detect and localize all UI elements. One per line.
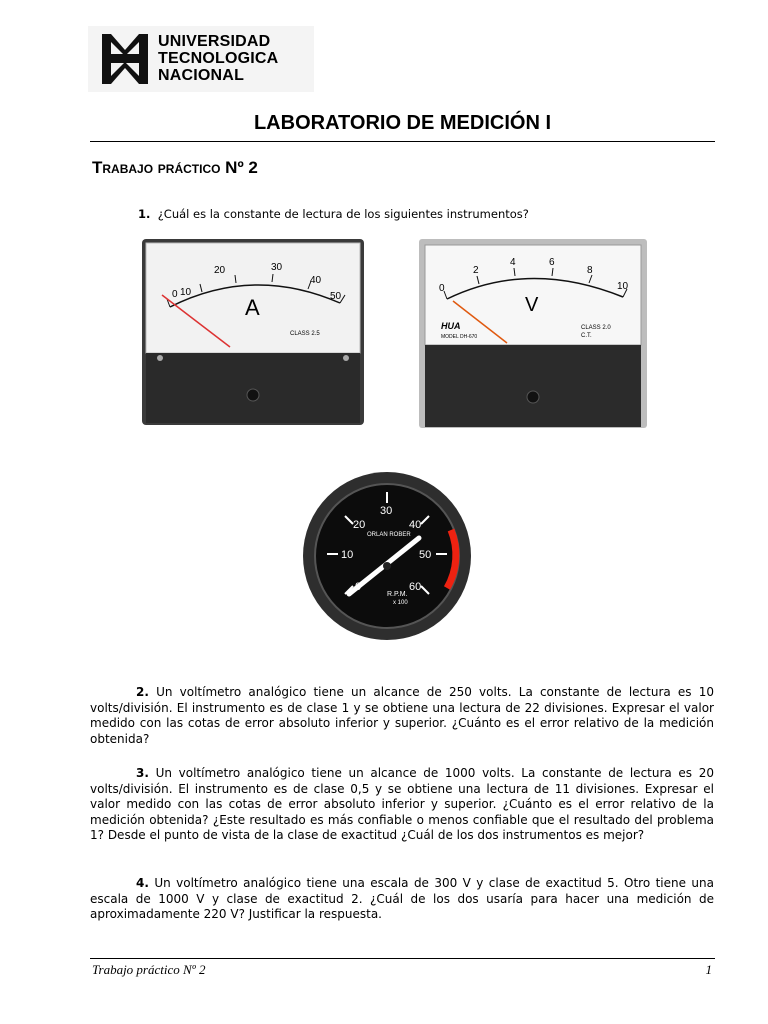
unit-label: A <box>245 295 260 320</box>
page-title: LABORATORIO DE MEDICIÓN I <box>253 112 552 134</box>
question-text: Un voltímetro analógico tiene un alcance de 250 volts. La constante de lectura es 10 volts/división. El instrumento es de clase 1 y se obtiene una lectura de 22 divisiones. Expresar el valor medido con las cotas de error absoluto inferior y superior. ¿Cuánto es el error relativo de la medición obtenida? <box>90 685 714 746</box>
model-label: MODEL DH-670 <box>441 334 478 340</box>
university-logo <box>88 26 314 92</box>
question-number: 3. <box>136 766 149 780</box>
question-text: Un voltímetro analógico tiene una escala de 300 V y clase de exactitud 5. Otro tiene una escala de 1000 V y clase de exactitud 2. ¿Cuál de los dos usaría para hacer una medición de aproximadamente 220 V? Justificar la respuesta. <box>90 876 714 922</box>
scale-label: 40 <box>310 275 322 286</box>
brand-label: HUA <box>441 321 461 331</box>
brand-label: ORLAN ROBER <box>367 532 411 538</box>
unit-label: V <box>525 294 539 316</box>
scale-label: 30 <box>380 505 393 517</box>
scale-label: 10 <box>341 549 354 561</box>
scale-label: 0 <box>439 283 445 294</box>
scale-label: 4 <box>510 257 516 268</box>
scale-label: 20 <box>353 519 366 531</box>
class-label: CLASS 2.0 <box>581 325 611 331</box>
scale-label: 50 <box>419 549 432 561</box>
question-3 <box>90 766 714 844</box>
logo-text <box>158 33 278 84</box>
scale-label: 0 <box>172 289 178 300</box>
footer-divider <box>90 958 715 959</box>
page-number: 1 <box>705 962 712 977</box>
scale-label: 30 <box>271 262 283 273</box>
question-number: 2. <box>136 685 149 699</box>
scale-label: 8 <box>587 265 593 276</box>
page-subtitle: Trabajo práctico Nº 2 <box>92 158 258 177</box>
logo-line: UNIVERSIDAD <box>158 33 271 50</box>
scale-label: 2 <box>473 265 479 276</box>
question-text: ¿Cuál es la constante de lectura de los siguientes instrumentos? <box>157 207 529 221</box>
question-4 <box>90 876 714 923</box>
question-2 <box>90 685 714 747</box>
logo-line: TECNOLOGICA <box>158 50 279 67</box>
multiplier-label: x 100 <box>393 600 408 606</box>
scale-label: 60 <box>409 581 422 593</box>
ammeter-image <box>140 237 366 427</box>
ct-label: C.T. <box>581 333 592 339</box>
footer-title: Trabajo práctico Nº 2 <box>92 962 206 977</box>
logo-line: NACIONAL <box>158 67 245 84</box>
title-divider <box>90 141 715 142</box>
tachometer-image <box>301 470 473 642</box>
question-number: 4. <box>136 876 149 890</box>
scale-label: 10 <box>180 287 192 298</box>
scale-label: 20 <box>214 265 226 276</box>
scale-label: 50 <box>330 291 342 302</box>
scale-label: 6 <box>549 257 555 268</box>
question-1 <box>138 207 529 221</box>
question-number: 1. <box>138 207 151 221</box>
utn-emblem-icon <box>94 28 156 90</box>
scale-label: 40 <box>409 519 422 531</box>
class-label: CLASS 2.5 <box>290 331 320 337</box>
scale-label: 10 <box>617 281 629 292</box>
question-text: Un voltímetro analógico tiene un alcance de 1000 volts. La constante de lectura es 20 volts/división. El instrumento es de clase 0,5 y se obtiene una lectura de 11 divisiones. Expresar el valor medido con las cotas de error absoluto inferior y superior. ¿Cuánto es el error relativo de la medición obtenida? ¿Este resultado es más confiable o menos confiable que el resultado del problema 1? Desde el punto de vista de la clase de exactitud ¿Cuál de los dos instrumentos es mejor? <box>90 766 714 843</box>
voltmeter-image <box>417 237 649 430</box>
unit-label: R.P.M. <box>387 591 408 598</box>
